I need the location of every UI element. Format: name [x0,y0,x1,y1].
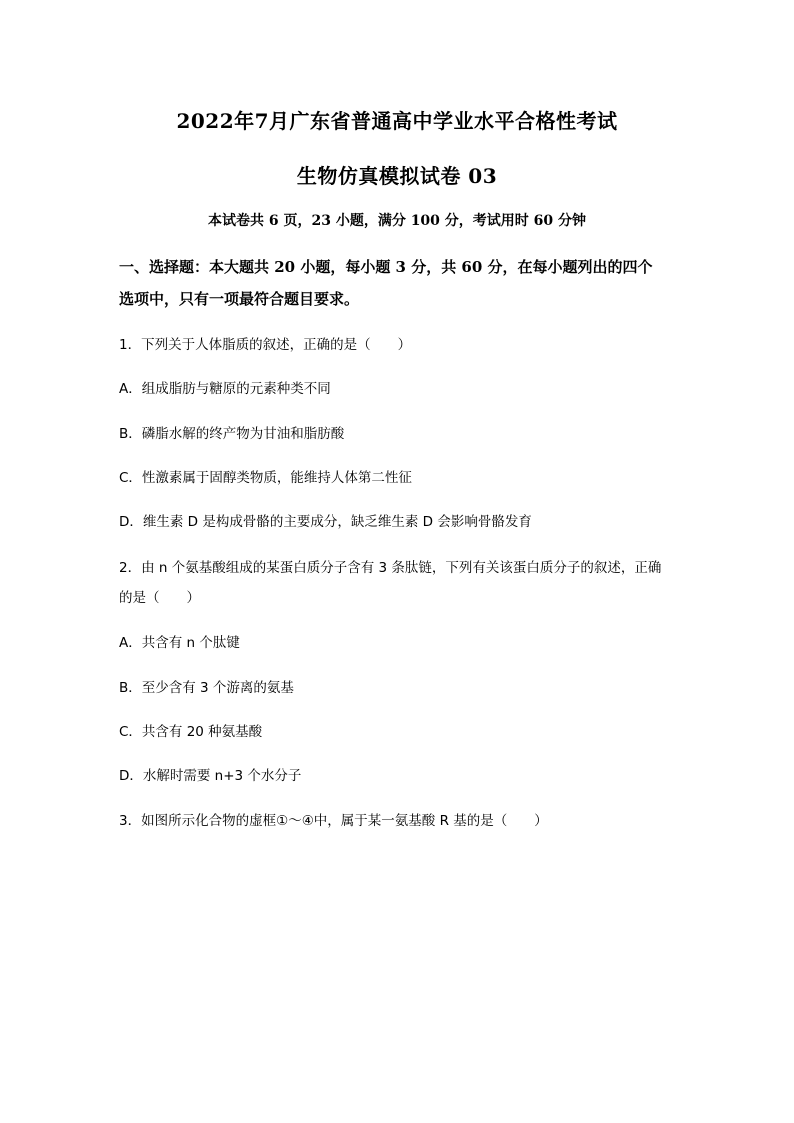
section-heading-line1: 一、选择题：本大题共 20 小题，每小题 3 分，共 60 分，在每小题列出的四个 [119,258,653,276]
question-2-option-c: C．共含有 20 种氨基酸 [119,724,263,740]
exam-title: 2022年7月广东省普通高中学业水平合格性考试 [176,109,618,133]
question-1-option-d: D．维生素 D 是构成骨骼的主要成分，缺乏维生素 D 会影响骨骼发育 [119,514,532,530]
question-2-stem-line2: 的是（ ） [119,590,200,606]
exam-info: 本试卷共 6 页，23 小题，满分 100 分，考试用时 60 分钟 [207,213,587,229]
question-1-option-b: B．磷脂水解的终产物为甘油和脂肪酸 [119,426,345,442]
question-1-option-c: C．性激素属于固醇类物质，能维持人体第二性征 [119,470,412,486]
exam-subject-title: 生物仿真模拟试卷 03 [296,164,498,188]
question-2-option-a: A．共含有 n 个肽键 [119,635,240,651]
question-1-option-a: A．组成脂肪与糖原的元素种类不同 [119,381,331,397]
question-2-option-b: B．至少含有 3 个游离的氨基 [119,680,294,696]
section-heading-line2: 选项中，只有一项最符合题目要求。 [119,290,360,308]
question-2-option-d: D．水解时需要 n+3 个水分子 [119,768,302,784]
question-3-stem: 3．如图所示化合物的虚框①～④中，属于某一氨基酸 R 基的是（ ） [119,813,548,829]
question-1-stem: 1．下列关于人体脂质的叙述，正确的是（ ） [119,337,412,353]
question-2-stem-line1: 2．由 n 个氨基酸组成的某蛋白质分子含有 3 条肽链，下列有关该蛋白质分子的叙述，正确 [119,560,662,576]
